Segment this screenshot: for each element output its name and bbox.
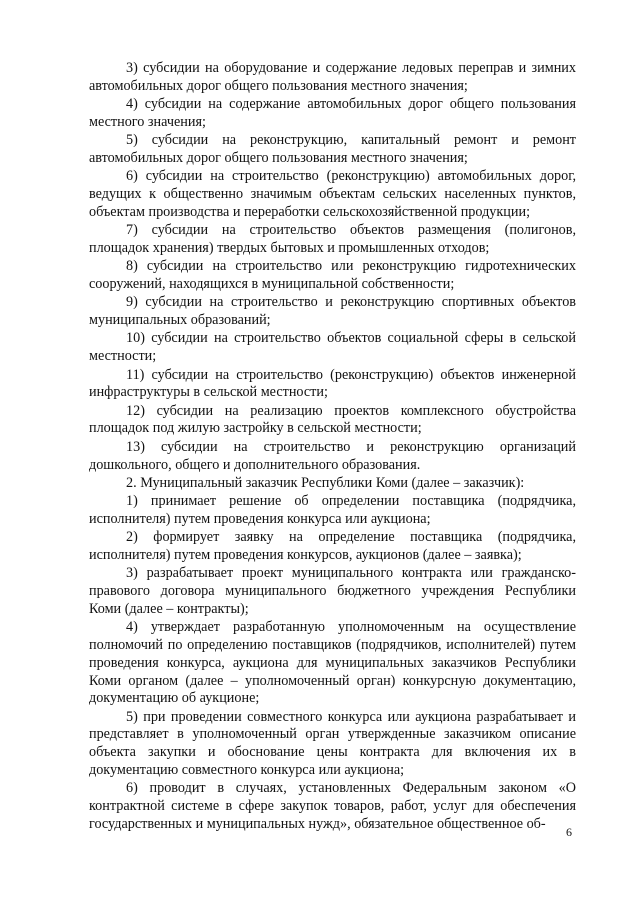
list-item: 1) принимает решение об определении поставщика (подрядчика, исполнителя) путем проведения конкурса или аукциона;	[89, 493, 576, 527]
list-item: 7) субсидии на строительство объектов размещения (полигонов, площадок хранения) твердых бытовых и промышленных отходов;	[89, 222, 576, 256]
list-item: 11) субсидии на строительство (реконструкцию) объектов инженерной инфраструктуры в сельской местности;	[89, 366, 576, 401]
list-item: 10) субсидии на строительство объектов социальной сферы в сельской местности;	[89, 330, 576, 365]
section-heading: 2. Муниципальный заказчик Республики Коми (далее – заказчик):	[126, 474, 525, 491]
page-number: 6	[566, 825, 572, 839]
list-item: 8) субсидии на строительство или реконструкцию гидротехнических сооружений, находящихся в муниципальной собственности;	[89, 258, 576, 293]
list-item: 2) формирует заявку на определение поставщика (подрядчика, исполнителя) путем проведения конкурсов, аукционов (далее – заявка);	[89, 529, 576, 564]
document-body	[89, 60, 576, 834]
list-item: 13) субсидии на строительство и реконструкцию организаций дошкольного, общего и дополнительного образования.	[89, 438, 576, 473]
list-item: 5) субсидии на реконструкцию, капитальный ремонт и ремонт автомобильных дорог общего пользования местного значения;	[89, 132, 576, 166]
list-item: 5) при проведении совместного конкурса или аукциона разрабатывает и представляет в уполномоченный орган утвержденные заказчиком описание объекта закупки и обоснование цены контракта для включения их в документацию совместного конкурса или аукциона;	[89, 708, 576, 779]
list-item: 6) проводит в случаях, установленных Федеральным законом «О контрактной системе в сфере закупок товаров, работ, услуг для обеспечения государственных и муниципальных нужд», обязательное общественное об-	[89, 780, 576, 832]
list-item: 3) субсидии на оборудование и содержание ледовых переправ и зимних автомобильных дорог общего пользования местного значения;	[89, 60, 576, 94]
list-item: 6) субсидии на строительство (реконструкцию) автомобильных дорог, ведущих к общественно значимым объектам сельских населенных пунктов, объектам производства и переработки сельскохозяйственной продукции;	[89, 168, 576, 220]
list-item: 4) утверждает разработанную уполномоченным на осуществление полномочий по определению поставщиков (подрядчиков, исполнителей) путем проведения конкурса, аукциона для муниципальных заказчиков Республики Коми органом (далее – уполномоченный орган) конкурсную документацию, документацию об аукционе;	[89, 619, 576, 707]
list-item: 4) субсидии на содержание автомобильных дорог общего пользования местного значения;	[89, 96, 576, 130]
list-item: 12) субсидии на реализацию проектов комплексного обустройства площадок под жилую застройку в сельской местности;	[89, 402, 576, 437]
list-item: 9) субсидии на строительство и реконструкцию спортивных объектов муниципальных образований;	[89, 294, 576, 329]
list-item: 3) разрабатывает проект муниципального контракта или гражданско-правового договора муниципального бюджетного учреждения Республики Коми (далее – контракты);	[89, 565, 576, 617]
